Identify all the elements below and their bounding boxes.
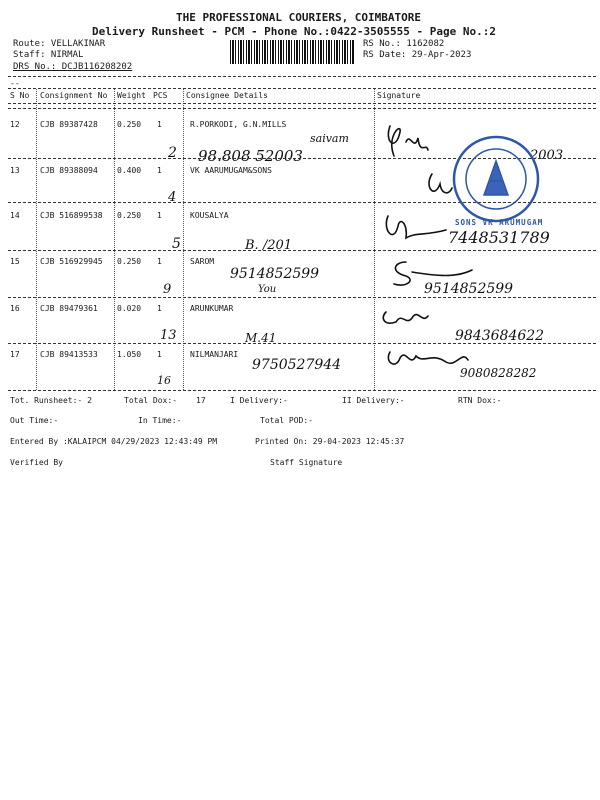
handwritten-count: 13 bbox=[160, 328, 177, 343]
divider bbox=[8, 103, 596, 104]
divider-mark: -- bbox=[10, 79, 20, 88]
staff-label: Staff: NIRMAL bbox=[13, 50, 84, 60]
stamp-text: SONS VK ARUMUGAM bbox=[455, 218, 544, 227]
row-weight: 0.250 bbox=[117, 120, 142, 129]
printed-on: Printed On: 29-04-2023 12:45:37 bbox=[255, 437, 405, 446]
row-sno: 17 bbox=[10, 350, 20, 359]
handwritten-count: 9 bbox=[163, 282, 172, 297]
rs-number: RS No.: 1162082 bbox=[363, 39, 445, 49]
signature-12 bbox=[388, 126, 400, 156]
row-consignee: KOUSALYA bbox=[190, 211, 229, 220]
runsheet-title: Delivery Runsheet - PCM - Phone No.:0422-3505555 - Page No.:2 bbox=[92, 25, 496, 38]
row-sno: 15 bbox=[10, 257, 20, 266]
staff-signature: Staff Signature bbox=[270, 458, 343, 467]
col-signature: Signature bbox=[377, 91, 421, 100]
company-stamp bbox=[450, 133, 542, 225]
row-weight: 0.400 bbox=[117, 166, 142, 175]
handwritten-phone: 9843684622 bbox=[455, 328, 545, 344]
handwritten-count: 16 bbox=[157, 374, 171, 387]
verified-by: Verified By bbox=[10, 458, 63, 467]
row-consignment: CJB 516929945 bbox=[40, 257, 103, 266]
divider bbox=[8, 108, 596, 109]
row-consignment: CJB 89388094 bbox=[40, 166, 98, 175]
column-separator bbox=[374, 89, 375, 390]
row-weight: 0.250 bbox=[117, 257, 142, 266]
ii-delivery: II Delivery:- bbox=[342, 396, 405, 405]
row-weight: 1.050 bbox=[117, 350, 142, 359]
row-consignee: ARUNKUMAR bbox=[190, 304, 234, 313]
row-pcs: 1 bbox=[157, 211, 162, 220]
handwritten-note: M.41 bbox=[245, 331, 277, 345]
barcode bbox=[230, 40, 354, 64]
column-separator bbox=[183, 89, 184, 390]
row-pcs: 1 bbox=[157, 166, 162, 175]
handwritten-note: You bbox=[258, 284, 277, 295]
handwritten-count: 2 bbox=[168, 145, 177, 161]
handwritten-phone: 9514852599 bbox=[230, 266, 320, 282]
total-dox-label: Total Dox:- bbox=[124, 396, 177, 405]
i-delivery: I Delivery:- bbox=[230, 396, 288, 405]
row-weight: 0.020 bbox=[117, 304, 142, 313]
row-consignment: CJB 89479361 bbox=[40, 304, 98, 313]
divider bbox=[8, 88, 596, 89]
route-label: Route: VELLAKINAR bbox=[13, 39, 106, 49]
divider bbox=[8, 76, 596, 77]
row-consignment: CJB 89387428 bbox=[40, 120, 98, 129]
column-separator bbox=[114, 89, 115, 390]
row-sno: 13 bbox=[10, 166, 20, 175]
total-pod: Total POD:- bbox=[260, 416, 313, 425]
row-sno: 12 bbox=[10, 120, 20, 129]
handwritten-phone: 2003 bbox=[530, 148, 564, 163]
rtn-dox: RTN Dox:- bbox=[458, 396, 502, 405]
company-name: THE PROFESSIONAL COURIERS, COIMBATORE bbox=[176, 11, 422, 24]
row-pcs: 1 bbox=[157, 257, 162, 266]
rs-date: RS Date: 29-Apr-2023 bbox=[363, 50, 472, 60]
out-time: Out Time:- bbox=[10, 416, 59, 425]
total-runsheet: Tot. Runsheet:- 2 bbox=[10, 396, 92, 405]
entered-by: Entered By :KALAIPCM 04/29/2023 12:43:49 PM bbox=[10, 437, 218, 446]
handwritten-count: 5 bbox=[172, 236, 181, 252]
row-sno: 14 bbox=[10, 211, 20, 220]
row-pcs: 1 bbox=[157, 350, 162, 359]
handwritten-phone: 9080828282 bbox=[460, 366, 537, 380]
handwritten-note: B. /201 bbox=[245, 238, 293, 253]
row-consignment: CJB 516899538 bbox=[40, 211, 103, 220]
handwritten-note: saivam bbox=[310, 132, 349, 145]
handwritten-phone: 98.808 52003 bbox=[198, 147, 303, 165]
column-separator bbox=[36, 89, 37, 390]
handwritten-phone: 7448531789 bbox=[448, 228, 550, 247]
row-consignee: R.PORKODI, G.N.MILLS bbox=[190, 120, 287, 129]
row-consignment: CJB 89413533 bbox=[40, 350, 98, 359]
col-weight: Weight bbox=[117, 91, 146, 100]
drs-number: DRS No.: DCJB116208202 bbox=[13, 62, 133, 72]
in-time: In Time:- bbox=[138, 416, 182, 425]
total-dox-value: 17 bbox=[196, 396, 206, 405]
col-consignment: Consignment No bbox=[40, 91, 108, 100]
row-weight: 0.250 bbox=[117, 211, 142, 220]
row-consignee: SAROM bbox=[190, 257, 215, 266]
col-consignee: Consignee Details bbox=[186, 91, 268, 100]
row-pcs: 1 bbox=[157, 304, 162, 313]
col-pcs: PCS bbox=[153, 91, 168, 100]
row-consignee: VK AARUMUGAM&SONS bbox=[190, 166, 272, 175]
handwritten-phone: 9514852599 bbox=[424, 281, 514, 297]
row-pcs: 1 bbox=[157, 120, 162, 129]
handwritten-count: 4 bbox=[168, 190, 177, 205]
row-consignee: NILMANJARI bbox=[190, 350, 239, 359]
col-sno: S No bbox=[10, 91, 30, 100]
row-sno: 16 bbox=[10, 304, 20, 313]
handwritten-phone: 9750527944 bbox=[252, 357, 342, 373]
